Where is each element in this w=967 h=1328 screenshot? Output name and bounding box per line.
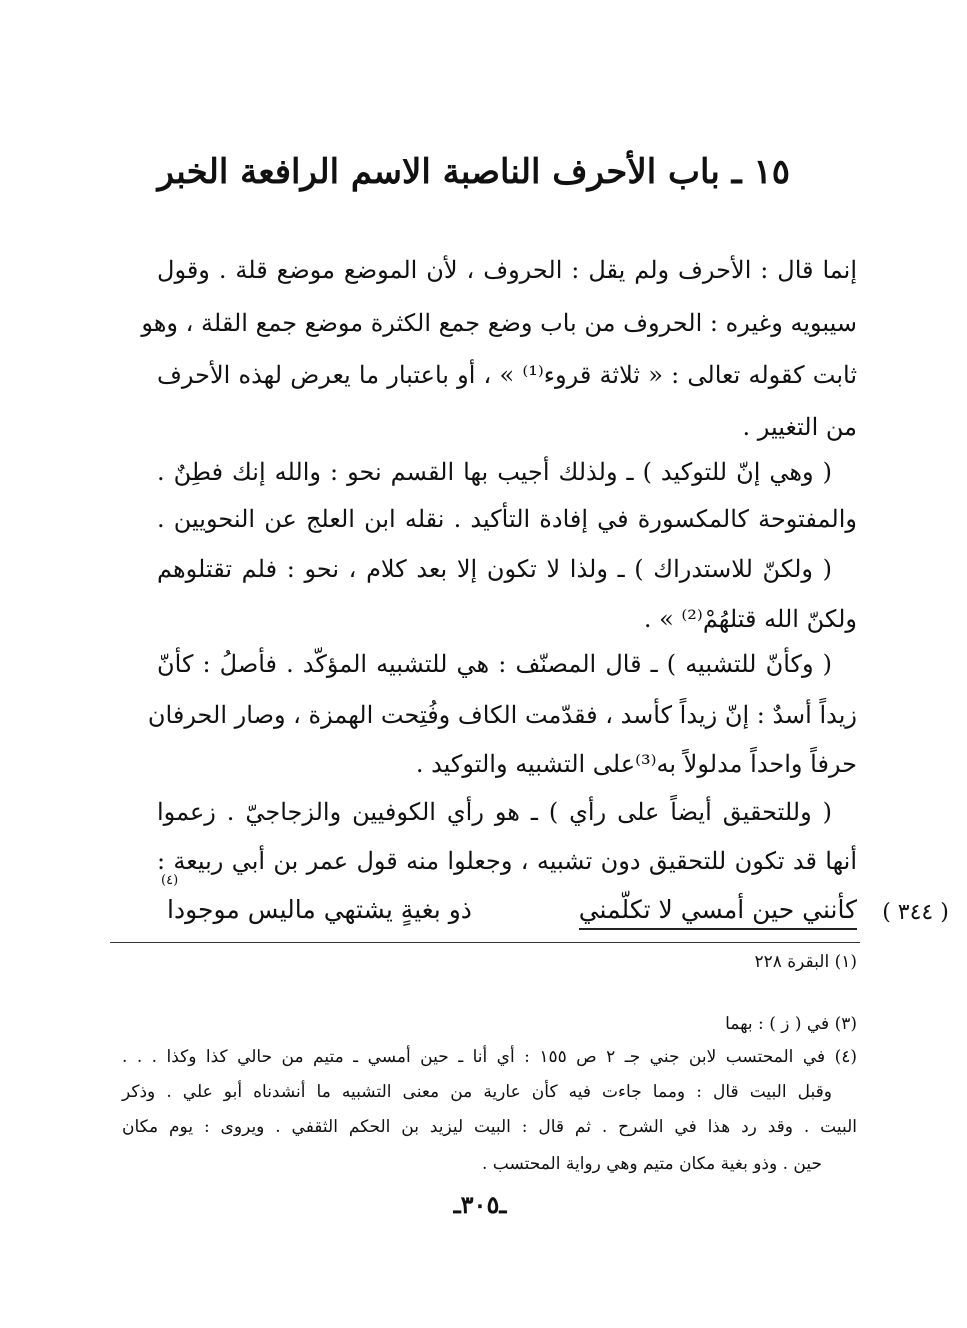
body-line: حرفاً واحداً مدلولاً به⁽³⁾على التشبيه والتوكيد . [415, 750, 857, 778]
margin-page-reference: ( ٣٤٤ ) [882, 900, 949, 925]
body-line: زيداً أسدٌ : إنّ زيداً كأسد ، فقدّمت الكاف وفُتِحت الهمزة ، وصار الحرفان [147, 701, 857, 729]
body-line: ولكنّ الله قتلهُمْ⁽²⁾ » . [643, 605, 857, 633]
footnote-divider [110, 942, 860, 943]
body-line: من التغيير . [742, 413, 857, 441]
body-line: والمفتوحة كالمكسورة في إفادة التأكيد . نقله ابن العلج عن النحويين . [157, 505, 857, 533]
body-line: ( وللتحقيق أيضاً على رأي ) ـ هو رأي الكوفيين والزجاجيّ . زعموا [157, 798, 832, 826]
body-line: أنها قد تكون للتحقيق دون تشبيه ، وجعلوا منه قول عمر بن أبي ربيعة : [157, 847, 857, 875]
page-number: ـ٣٠٥ـ [453, 1190, 507, 1219]
body-line: سيبويه وغيره : الحروف من باب وضع جمع الكثرة موضع جمع القلة ، وهو [141, 309, 857, 337]
footnote: (٤) في المحتسب لابن جني جـ ٢ ص ١٥٥ : أي أنا ـ حين أمسي ـ متيم من حالي كذا وكذا . . . [122, 1047, 857, 1067]
body-line: ثابت كقوله تعالى : « ثلاثة قروء⁽¹⁾ » ، أو باعتبار ما يعرض لهذه الأحرف [157, 361, 858, 389]
chapter-title: ١٥ ـ باب الأحرف الناصبة الاسم الرافعة الخبر [157, 152, 790, 192]
footnote-continuation: البيت . وقد رد هذا في الشرح . ثم قال : البيت ليزيد بن الحكم الثقفي . ويروى : يوم مكان [122, 1117, 857, 1137]
verse-first-hemistich: كأنني حين أمسي لا تكلّمني [579, 895, 857, 930]
body-line: ( وكأنّ للتشبيه ) ـ قال المصنّف : هي للتشبيه المؤكّد . فأصلُ : كأنّ [157, 650, 832, 678]
verse-second-hemistich: ذو بغيةٍ يشتهي ماليس موجودا [167, 895, 472, 924]
body-line: ( وهي إنّ للتوكيد ) ـ ولذلك أجيب بها القسم نحو : والله إنك فطِنٌ . [157, 458, 832, 486]
footnote-continuation: وقبل البيت قال : ومما جاءت فيه كأن عارية من معنى التشبيه ما أنشدناه أبو علي . وذكر [122, 1082, 832, 1102]
poetry-verse [161, 873, 857, 937]
body-line: ( ولكنّ للاستدراك ) ـ ولذا لا تكون إلا بعد كلام ، نحو : فلم تقتلوهم [157, 555, 832, 583]
footnote-continuation: حين . وذو بغية مكان متيم وهي رواية المحتسب . [481, 1154, 822, 1174]
footnote: (٣) في ( ز ) : بهما [725, 1014, 857, 1034]
footnote: (١) البقرة ٢٢٨ [754, 952, 857, 972]
verse-footnote-marker: (٤) [161, 873, 179, 888]
body-line: إنما قال : الأحرف ولم يقل : الحروف ، لأن الموضع موضع قلة . وقول [157, 256, 857, 284]
